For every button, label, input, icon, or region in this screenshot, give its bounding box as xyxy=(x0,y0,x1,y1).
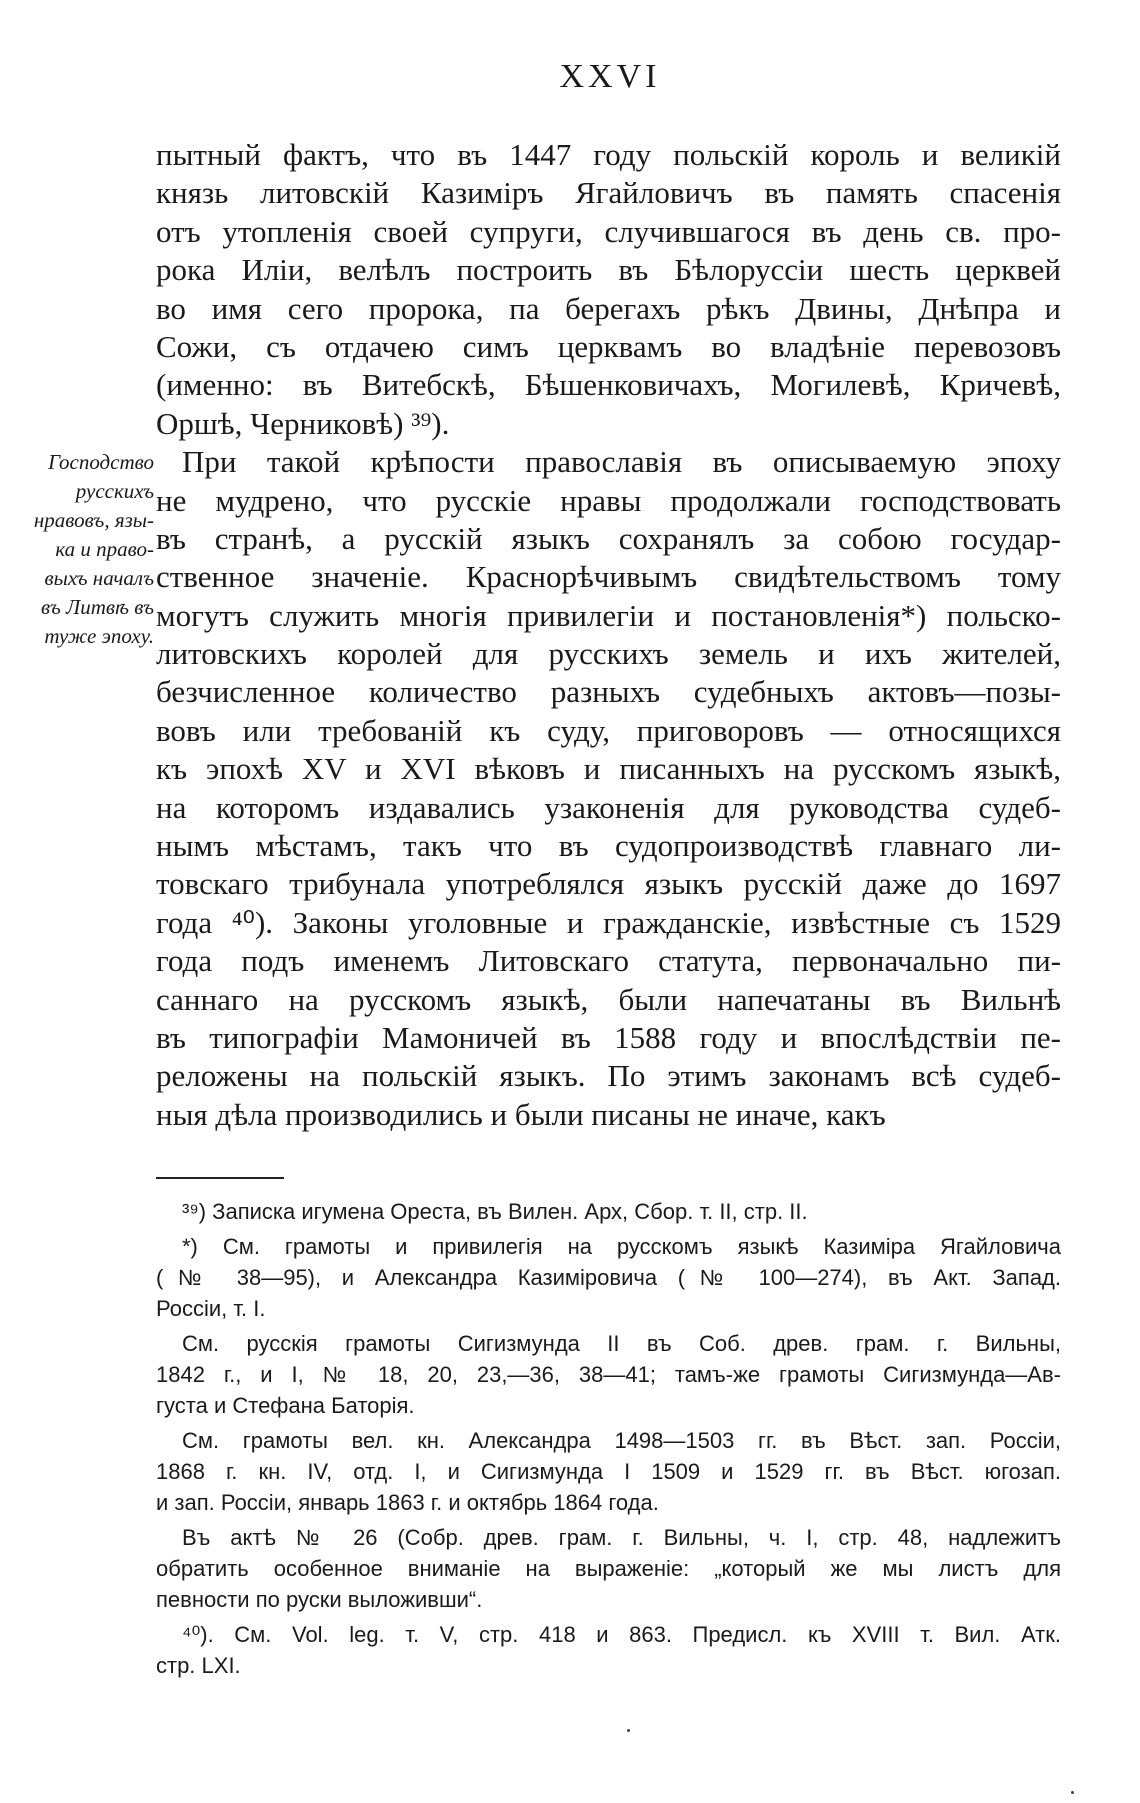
footnote-line: См. русскія грамоты Сигизмунда II въ Соб. древ. грам. г. Вильны, xyxy=(182,1331,1061,1356)
footnote xyxy=(156,1425,1061,1518)
footnote-line: Россіи, т. I. xyxy=(156,1296,266,1321)
margin-note-line: въ Литвѣ въ xyxy=(41,595,154,619)
margin-note-line: Господство xyxy=(48,450,154,474)
body-text-line: къ эпохѣ XV и XVI вѣковъ и писанныхъ на русскомъ языкѣ, xyxy=(156,751,1061,787)
body-text-line: нымъ мѣстамъ, такъ что въ судопроизводствѣ главнаго ли- xyxy=(156,828,1061,864)
body-text-line: вовъ или требованій къ суду, приговоровъ — относящихся xyxy=(156,712,1061,748)
margin-note-line: нравовъ, язы- xyxy=(33,508,154,532)
footnote-line: ³⁹) Записка игумена Ореста, въ Вилен. Арх, Сбор. т. II, стр. II. xyxy=(182,1199,808,1224)
scan-speck xyxy=(627,1729,630,1732)
margin-note xyxy=(12,448,154,651)
body-text-line: князь литовскій Казиміръ Ягайловичъ въ память спасенія xyxy=(156,175,1061,211)
footnote-line: См. грамоты вел. кн. Александра 1498—1503 гг. въ Вѣст. зап. Россіи, xyxy=(182,1428,1061,1453)
body-text-line: во имя сего пророка, па берегахъ рѣкъ Двины, Днѣпра и xyxy=(156,290,1061,326)
footnote-line: *) См. грамоты и привилегія на русскомъ языкѣ Казиміра Ягайловича xyxy=(182,1234,1061,1259)
footnote-line: и зап. Россіи, январь 1863 г. и октябрь 1864 года. xyxy=(156,1490,659,1515)
body-text-line: въ типографіи Мамоничей въ 1588 году и впослѣдствіи пе- xyxy=(156,1019,1061,1055)
body-text-line: товскаго трибунала употреблялся языкъ русскій даже до 1697 xyxy=(156,866,1061,902)
footnote-line: 1868 г. кн. IV, отд. I, и Сигизмунда I 1509 и 1529 гг. въ Вѣст. югозап. xyxy=(156,1459,1061,1484)
body-text-line: Оршѣ, Черниковѣ) ³⁹). xyxy=(156,405,450,441)
body-text-line: ныя дѣла производились и были писаны не иначе, какъ xyxy=(156,1096,886,1132)
body-text-line: могутъ служить многія привилегіи и постановленія*) польско- xyxy=(156,597,1061,633)
body-text-line: въ странѣ, а русскій языкъ сохранялъ за собою государ- xyxy=(156,520,1061,556)
footnote-line: стр. LXI. xyxy=(156,1653,241,1678)
footnote-line: певности по руски выложивши“. xyxy=(156,1587,483,1612)
margin-note-line: туже эпоху. xyxy=(44,624,154,648)
body-text-line: При такой крѣпости православія въ описываемую эпоху xyxy=(182,444,1061,480)
footnote-line: (№ 38—95), и Александра Казиміровича (№ 100—274), въ Акт. Запад. xyxy=(156,1265,1061,1290)
body-text-line: ственное значеніе. Краснорѣчивымъ свидѣтельствомъ тому xyxy=(156,559,1061,595)
footnote-line: обратить особенное вниманіе на выраженіе: „который же мы листъ для xyxy=(156,1556,1061,1581)
footnote-line: Въ актѣ № 26 (Собр. древ. грам. г. Вильны, ч. I, стр. 48, надлежитъ xyxy=(182,1525,1061,1550)
body-text-line: (именно: въ Витебскѣ, Бѣшенковичахъ, Могилевѣ, Кричевѣ, xyxy=(156,367,1061,403)
footnote-line: ⁴⁰). См. Vol. leg. т. V, стр. 418 и 863. Предисл. къ XVIII т. Вил. Атк. xyxy=(182,1622,1061,1647)
footnote xyxy=(156,1231,1061,1324)
footnote xyxy=(156,1328,1061,1421)
main-body-text xyxy=(156,136,1061,1134)
body-text-line: Сожи, съ отдачею симъ церквамъ во владѣніе перевозовъ xyxy=(156,328,1061,364)
body-text-line: пытный фактъ, что въ 1447 году польскій король и великій xyxy=(156,137,1061,172)
body-text-line: литовскихъ королей для русскихъ земель и ихъ жителей, xyxy=(156,636,1061,672)
body-text-line: безчисленное количество разныхъ судебныхъ актовъ—позы- xyxy=(156,674,1061,710)
body-text-line: рока Иліи, велѣлъ построить въ Бѣлоруссіи шесть церквей xyxy=(156,252,1061,288)
footnote-divider xyxy=(156,1177,284,1179)
body-text-line: реложены на польскій языкъ. По этимъ законамъ всѣ судеб- xyxy=(156,1058,1061,1094)
page-number: XXVI xyxy=(559,58,661,95)
footnote xyxy=(156,1522,1061,1615)
scan-speck xyxy=(1071,1791,1074,1794)
footnote-line: 1842 г., и I, № 18, 20, 23,—36, 38—41; тамъ-же грамоты Сигизмунда—Ав- xyxy=(156,1362,1061,1387)
margin-note-line: выхъ началъ xyxy=(44,566,154,590)
margin-note-line: ка и право- xyxy=(55,537,154,561)
body-text-line: отъ утопленія своей супруги, случившагося въ день св. про- xyxy=(156,213,1061,249)
body-text-line: на которомъ издавались узаконенія для руководства судеб- xyxy=(156,789,1061,825)
body-text-line: саннаго на русскомъ языкѣ, были напечатаны въ Вильнѣ xyxy=(156,981,1061,1017)
footnote-line: густа и Стефана Баторія. xyxy=(156,1393,415,1418)
footnote xyxy=(156,1619,1061,1681)
body-text-line: года подъ именемъ Литовскаго статута, первоначально пи- xyxy=(156,943,1061,979)
footnote xyxy=(156,1196,1061,1227)
body-text-line: не мудрено, что русскіе нравы продолжали господствовать xyxy=(156,482,1061,518)
body-text-line: года ⁴⁰). Законы уголовные и гражданскіе, извѣстные съ 1529 xyxy=(156,904,1061,940)
footnotes-section xyxy=(156,1196,1061,1685)
margin-note-line: русскихъ xyxy=(75,479,154,503)
